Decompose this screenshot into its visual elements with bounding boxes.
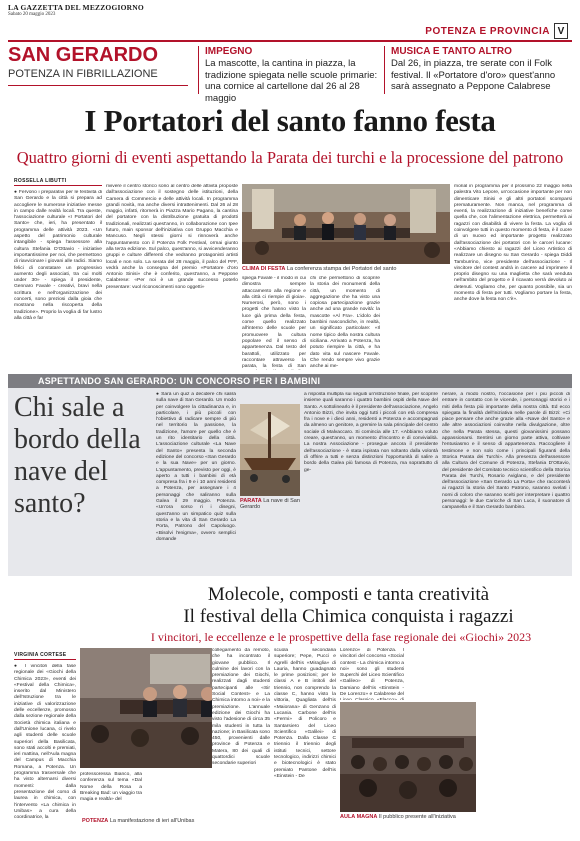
city-title: SAN GERARDO — [8, 44, 159, 66]
city-subtitle: POTENZA IN FIBRILLAZIONE — [8, 68, 158, 80]
caption-text: Il pubblico presente all'iniziativa — [378, 814, 456, 820]
main-column-2: rivivere il centro storico sono al centro delle attività proposte dall'associazione con il sostegno delle istituzioni, della Camera di Commercio e delle attività locali. In programma grandi novità, ma anche diversi intrattenimenti. Dal 26 al 28 maggio, infatti, ritornerà in Piazza Mario Pagano, la cantina del portatore con la distribuzione gratuita di prodotti tradizionali, realizzati quest'anno, in collaborazione con Ipee futuro, main sponsor dell'iniziativa con Gruppo Macchia e Mancuso. Negli stessi giorni si rinnoverà anche l'appuntamento con il Potenza Folk Festival, ormai giunto alla terza edizione. Sul palco, quest'anno, si avvicenderanno gruppi e culture differenti che vedranno protagonisti artisti locali e non solo. La serata del 28 maggio, il palco del PFF, vedrà anche la consegna del premio «Portatore d'oro Antonio Sinisi» che è conferito, quest'anno, a Peppone Calabrese: «Per noi è un grande successo poterlo presentare: vuol riconoscimenti sono oggetti» — [106, 184, 238, 290]
box-column-3: nerare, a modo nostro, l'occasione per i più piccoli di entrare in contatto con le vicende, i personaggi storici e i miti della festa più importante della nostra città. Ed ecco spiegata la finalità dell'iniziativa nelle parole di Bizzi: «Ci piace pensare che anche grazie alla «Nave del Santo» e alle altre associazioni coinvolte nella divulgazione, oltre che nella Parata stessa, questi giovanissimi possano appassionarsi. Sentirsi un giorno parte attiva, coltivare l'entusiasmo e il senso di appartenenza. Raccogliere il testimone e non solo come i principali figuranti della Storica Parata dei Turchi». Alla presenza dell'assessore alla Cultura del Comune di Potenza, Stefania D'Ottavio, del presidente del Comitato tecnico scientifico della Storica Parata dei Turchi, Rosario Aviglano, e del presidente dell'associazione «San Gerardo La Porta» che racconterà ai ragazzi la storia del Santo Patrono, saranno svelati i nomi di coloro che saranno scelti per interpretare i quattro personaggi: le due Caricche di San Luca, il suonatore di campanella e il San Gerardo bambino. — [442, 392, 570, 511]
teaser-kicker-1: IMPEGNO — [205, 46, 253, 57]
caption-tag: AULA MAGNA — [340, 814, 378, 820]
section-label: POTENZA E PROVINCIA — [425, 26, 550, 37]
main-column-1: ● Fervono i preparativi per le festività di San Gerardo e la città si prepara ad accogliere le numerose iniziative messe in campo dalle realtà locali. Tra queste, l'associazione culturale «I Portatori del Santo» che, ieri, ha presentato il programma delle attività 2023. «Un aspetto del patrimonio culturale intangibile - spiega l'assessore alla cultura Stefania D'Ottavio - iniziative importantissime per noi, che permettono di riavvicinare i giovani alle radici. Siamo felici di constatare un progressivo aumento degli associati, tra cui molti under 30» - spiega il presidente, Gennaro Favale - creativi, bravi nella scrittura e nell'organizzazione dei concerti, sono preziosi dalla gioia che mostrano nella riscoperta della tradizione». Proprio la voglia di far lustro alla città e far — [14, 190, 102, 321]
box-photo — [240, 404, 300, 496]
city-rule — [8, 85, 188, 86]
second-headline-line-1: Molecole, composti e tanta creatività — [207, 584, 490, 605]
box-banner: ASPETTANDO SAN GERARDO: UN CONCORSO PER I BAMBINI — [8, 374, 572, 388]
caption-tag: POTENZA — [82, 818, 109, 824]
teaser-text-1: La mascotte, la cantina in piazza, la tradizione spiegata nelle scuole primarie: una cornice al cartellone dal 26 al 28 maggio — [205, 58, 378, 104]
main-subheadline: Quattro giorni di eventi aspettando la Parata dei turchi e la processione del patrono — [16, 148, 564, 167]
second-headline — [125, 584, 572, 628]
second-photo-2-caption — [340, 814, 476, 820]
main-column-4: chi che permettono di scoprire la storia dei monumenti della città, un momento di aggregazione che ha visto una copiosa partecipazione grazie anche ad una grande novità: la mascotte «Al Fra». L'idolo dei bambini nascondiche, in realtà, un significato particolare: «Il nome tipico della nostra cultura siciliana. Arrivato a Potenza, ha potuto riempire la città, e ha dato vita sul nascere Favale. Che rendo sempre vivo grazie anche ai me- — [310, 276, 380, 370]
caption-text: La conferenza stampa dei Portatori del santo — [286, 266, 397, 272]
second-headline-line-2: Il festival della Chimica conquista i ragazzi — [183, 606, 514, 627]
second-subheadline: I vincitori, le eccellenze e le prospettive della fase regionale dei «Giochi» 2023 — [150, 630, 532, 644]
second-column-3: collegamento da remoto, che ha incontrato il giovane pubblico. Il culmine dei lavori con la premiazione dei Giochi, realizzati dagli studenti partecipanti alle «Sir Social Contest» e La Chimica intorno a noi» e la premiazione. L'annuale edizione dei Giochi ha visto l'adesione di circa 35 mila studenti in tutta la nazione; in Basilicata sono 450, provenienti dalle province di Potenza e Matera, 80 dei quali di quattordici scuole secondarie superiori — [212, 648, 270, 836]
ship-float-photo — [240, 404, 300, 496]
byline-rule — [14, 659, 76, 660]
second-column-6 — [480, 648, 570, 836]
teaser-divider — [384, 46, 385, 94]
main-column-3: spiega Favale - il modo in cui dimostra sempre attaccamento alla regione e alla città ci riempie di gioia». Numerosi, però, sono i progetti che hanno visto la luce già prima della festa, come quello realizzato all'interno delle scuole per promuovere la cultura popolare ed il senso di appartenenza. Dal testo del barattoli, utilizzato per raccontare attraverso la parata, la festa di San — [242, 276, 306, 370]
caption-tag: PARATA — [240, 498, 262, 504]
main-photo — [242, 184, 450, 264]
main-photo-caption — [242, 266, 450, 272]
caption-tag: CLIMA DI FESTA — [242, 266, 286, 272]
second-column-2: professoressa Bianco, alla conferenza sul tema «Dal Nome della Rosa a Breaking Bad: un viaggio tra magia e realtà» del — [80, 772, 142, 803]
second-photo-2 — [340, 702, 476, 812]
box-column-2: a risposta multipla sui seguiti un'istruzione finale, per scoprire insieme quali saranno i quattro bambini ospiti della Nave del Santo. A sottolinearlo è il presidente dell'associazione, Angelo Antonio Bizzi, che invita oggi tutti i piccoli con età compresa fra i nove e i dieci anni, residenti a Potenza e accompagnati da almeno un genitore, a gremire la sala principale del centro sociale di Malvaccaro. Si comincia alle 17. «Abbiamo voluto creare, quest'anno, un momento d'incontro e di convivialità. La nostra Associazione - prosegue ancora il presidente dell'associazione - è stata ispirata non soltanto dalla volontà di offrire a tutti e senza distinzioni l'opportunità di salire a bordo della Galea più famosa di Potenza, ma soprattutto di ge- — [304, 392, 438, 473]
second-column-1: ● I vincitori della fase regionale dei «Giochi della Chimica 2023», eventi dei «Festival della Chimica», inserito dal Ministero dell'Istruzione tra le iniziative di valorizzazione delle eccellenze, promosso dalla sezione regionale della Società chimica italiana e dall'Unione lucana, ci rivelo agli studenti delle scuole superiori della Basilicata, sono stati accolti e premiati, ieri mattina, nell'Aula magna del Campus di Macchia Romana, a Potenza. Un programma trasversale che ha visto alternarsi diversi momenti: dalla presentazione del corso di laurea in chimica, con l'intervento «La chimica in Unibas» a cura della coordinatrice, la — [14, 664, 76, 821]
teaser-divider — [198, 46, 199, 94]
box-column-2-lower — [240, 508, 300, 572]
caption-text: La manifestazione di ieri all'Unibas — [109, 818, 195, 824]
page-letter: V — [554, 23, 568, 39]
press-conference-photo — [242, 184, 450, 264]
aula-magna-audience-photo — [340, 702, 476, 812]
second-byline: VIRGINIA CORTESE — [14, 652, 67, 658]
second-column-5: Lorenzo» di Potenza. I vincitori del concorso «Social contest - La chimica intorno a noi» sono gli studenti Superchi del Liceo Scientifico «Galileo» di Potenza, Damiano dell'Iis «Einstein - De Lorenzo» e Calabrese del — [340, 648, 404, 698]
teaser-text-2: Dal 26, in piazza, tre serate con il Folk festival. Il «Portatore d'oro» quest'anno sarà assegnato a Peppone Calabrese — [391, 58, 556, 92]
masthead-name: LA GAZZETTA DEL MEZZOGIORNO — [8, 3, 144, 12]
masthead-date: Sabato 20 maggio 2023 — [8, 12, 56, 17]
teaser-kicker-2: MUSICA E TANTO ALTRO — [391, 46, 512, 57]
main-column-5: morial in programma per il prossimo 22 maggio nella palestra Vito Lepore, un'occasione importante per non dimenticare Sinisi e gli altri portatori scomparsi prematuramente. Non manca, nel programma di eventi, la realizzazione di iniziative benefiche come quella che, con l'alimentazione elettrica, permetterà ai ragazzi con disabilità di vivere la festa. La voglia di coinvolgere tutti in questo momento di festa, è il cuore di un nuovo ed importante progetto realizzato dall'associazione dei portatori con le carceri lucane: «Abbiamo chiesto ai ragazzi del Liceo Artistico di realizzare un disegno su San Gerardo - spiega Diddi Tamburrino, vice presidente dell'associazione - Il vincitore del contest andrà in carcere ad imprimere il proprio disegno su una maglietta che sarà venduta nell'ambito del progetto e il ricavato verrà devoluto ai detenuti. Vogliamo che, per quanto possibile, sia un momento di festa per tutti. Vogliamo portare la festa, anche dove la festa non c'è». — [454, 184, 572, 303]
byline-rule — [14, 185, 102, 186]
caption-text: La nave di San Gerardo — [240, 498, 300, 510]
box-question: Chi sale a bordo della nave del santo? — [14, 392, 141, 519]
main-headline: I Portatori del santo fanno festa — [84, 103, 496, 138]
main-byline: ROSSELLA LIBUTTI — [14, 178, 67, 184]
second-column-4: scuola secondaria superiore; Pepe, Pucci e Agrelli dell'Iis «Miraglia» di Lauria, hanno guadagnato le prime posizioni; per le classi A e B intitoli del triennio, non comprendo la classe C, hanno visto la vittoria, Quagliata dell'Iis «Maiorana» di Genzano di Lucania. Carbone dell'Iis «Fermi» di Policoro e Santarsiero del Liceo Scientifico «Galilei» di Potenza. Dalla Classe C triennio il triennio degli istituti tecnici, settore tecnologico, indirizzi chimici e biotecnologici è stato premiato Pantone dell'Iis «Einstein - De — [274, 648, 336, 779]
box-column-1: ● Sarà un quiz a decidere chi salirà sulla nave di San Gerardo. Un modo per coinvolgere la cittadinanza e, in particolare, i più piccoli con l'obiettivo di radicare sempre di più nel territorio la passione, la tradizione, l'amore per quello che è un rito identitario della città. L'associazione culturale «La Nave del Santo» presenta la seconda edizione del concorso «San Gerardo e la sua Nave» per un giorno. L'appuntamento, previsto per oggi, è aperto a tutti i bambini di età compresa fra i 9 e i 10 anni residenti a Potenza, per assegnare i 4 personaggi che saliranno sulla Galea il 29 maggio. Potenza. «Un'ora sorso ri i disegni, quest'anno un simpatico quiz sulla storia e la vita di San Gerardo La Porta, Patrono del Capoluogo. «Bisolvi l'enigma», ovvero semplici domande — [156, 392, 236, 542]
header-rule — [8, 40, 572, 42]
